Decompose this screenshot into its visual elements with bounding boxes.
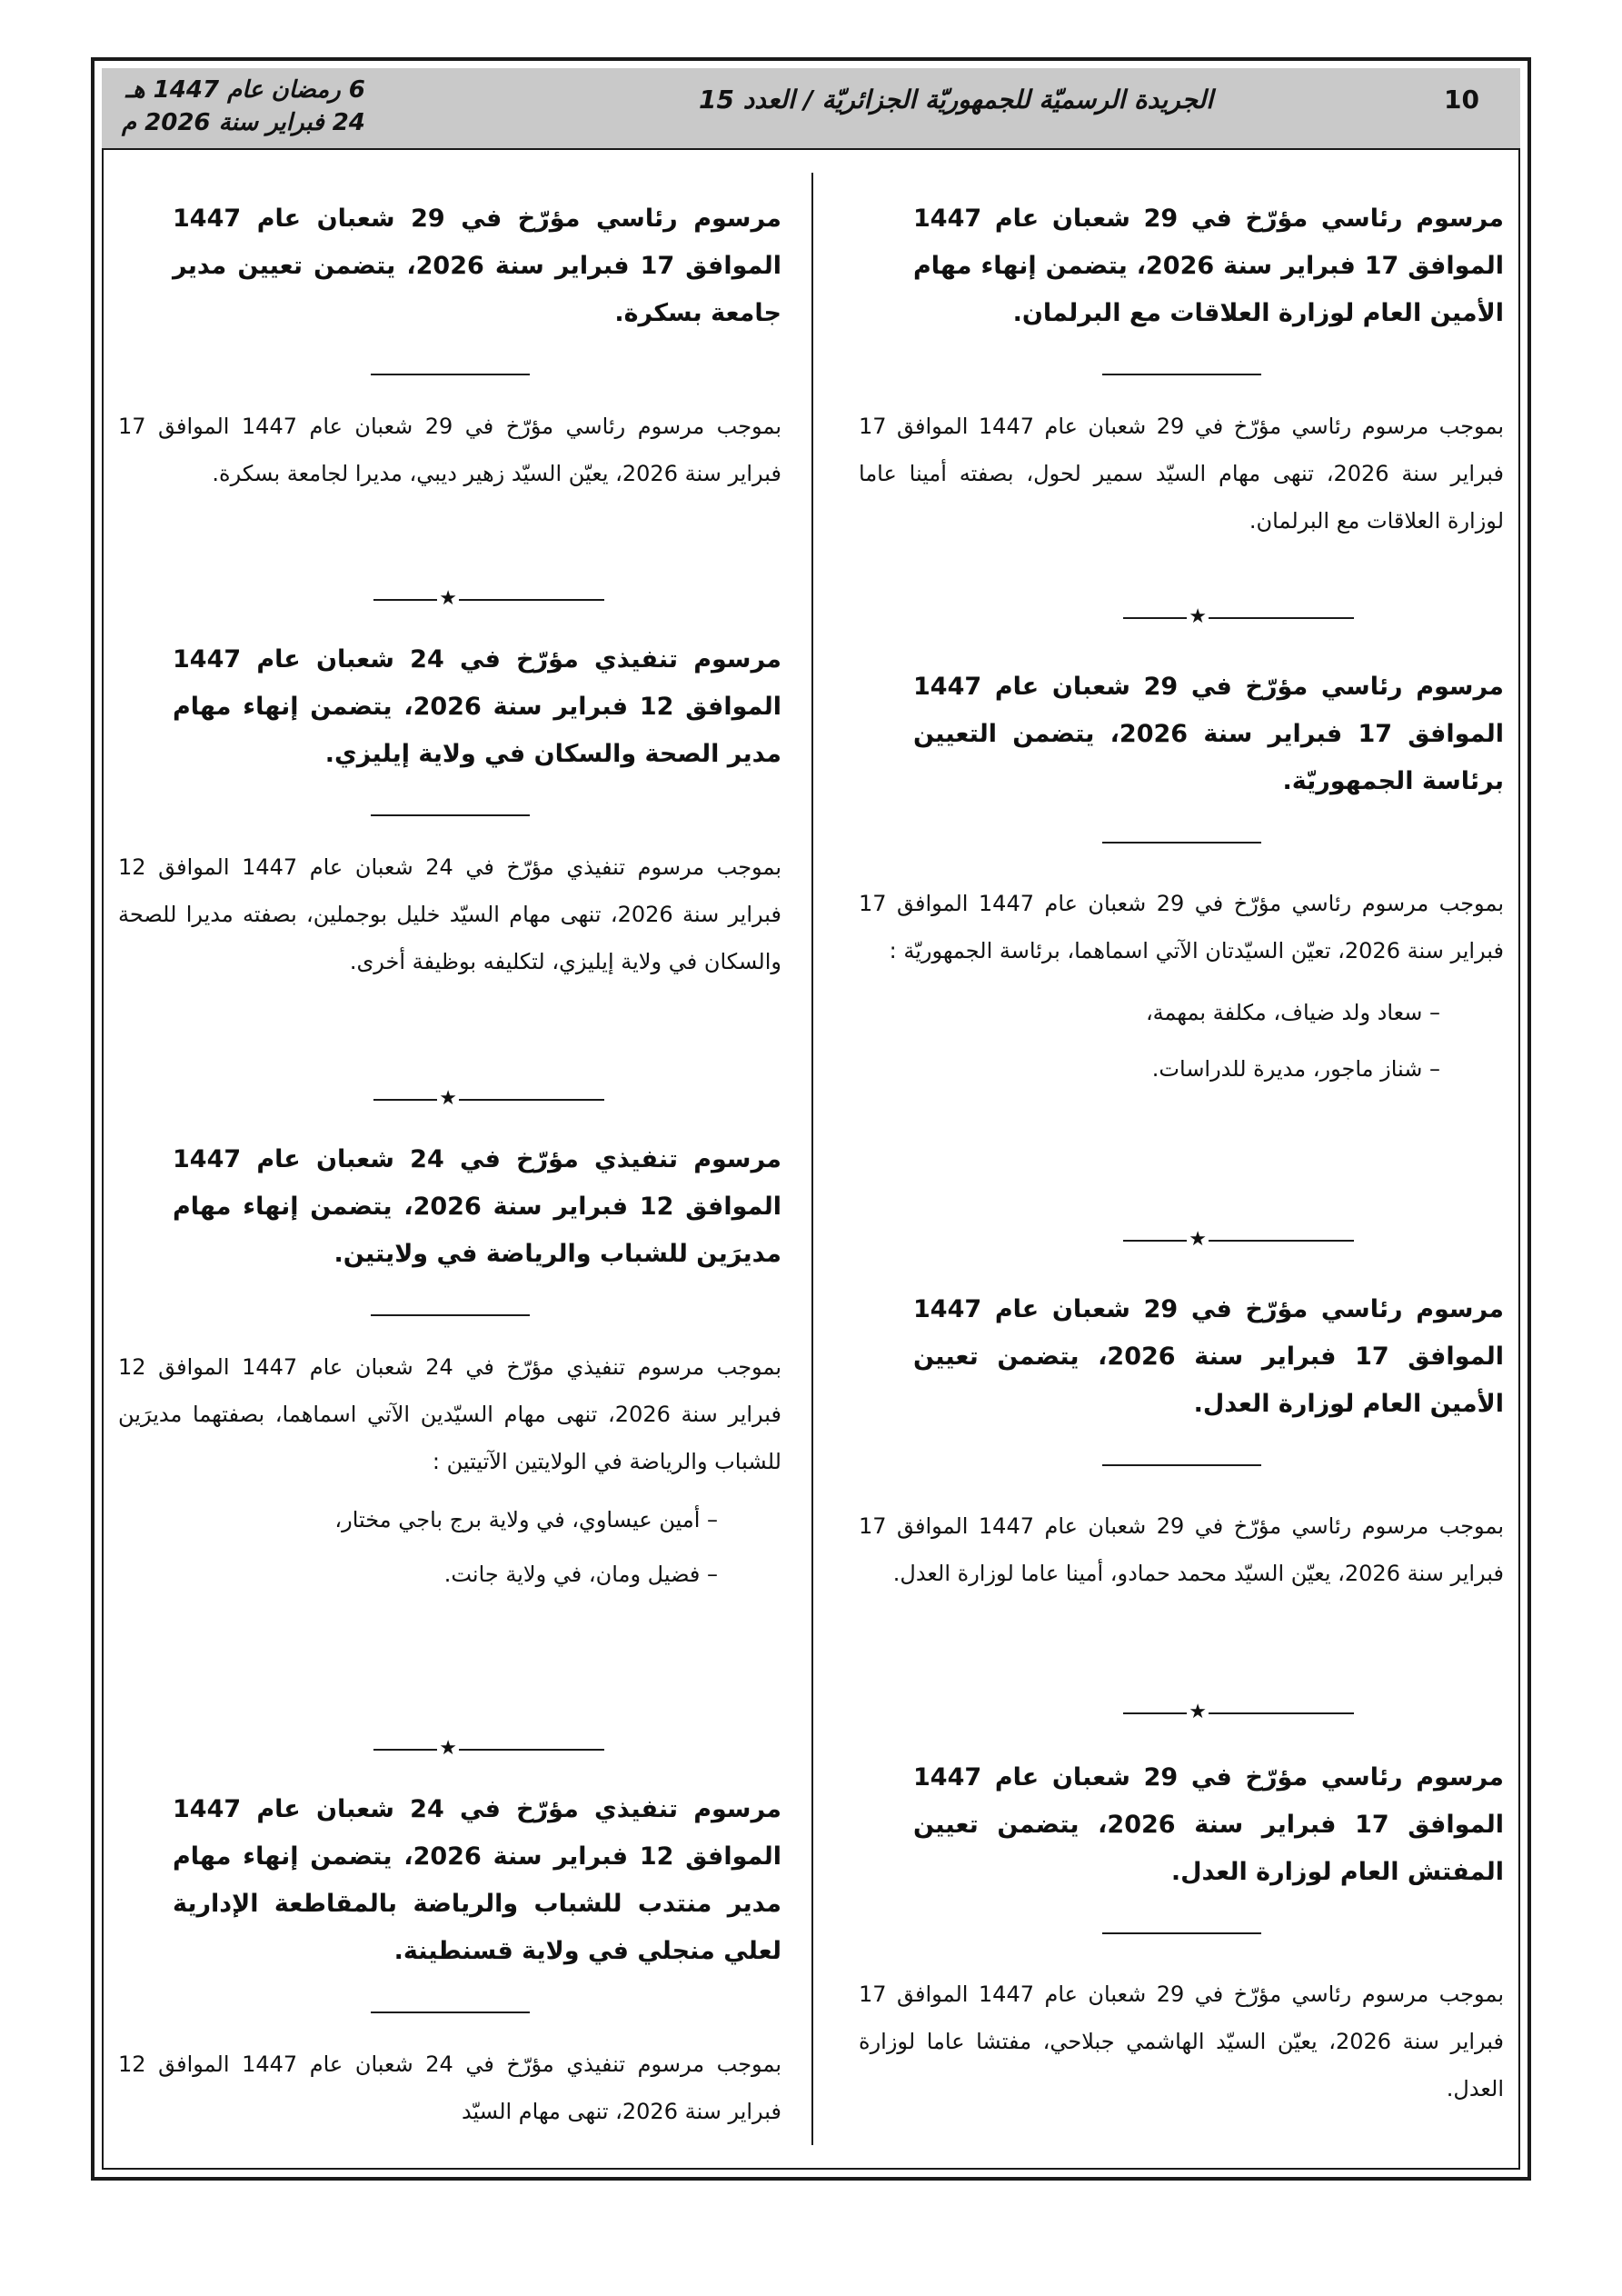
decree-body: بموجب مرسوم رئاسي مؤرّخ في 29 شعبان عام 1447 الموافق 17 فبراير سنة 2026، تعيّن السيّدتان الآتي اسماهما، برئاسة الجمهوريّة : xyxy=(859,891,1504,963)
decree-title: مرسوم تنفيذي مؤرّخ في 24 شعبان عام 1447 الموافق 12 فبراير سنة 2026، يتضمن إنهاء مهام مديرَين للشباب والرياضة في ولايتين. xyxy=(173,1145,782,1268)
title-separator xyxy=(371,814,530,816)
list-item: – سعاد ولد ضياف، مكلفة بمهمة، xyxy=(1145,1000,1440,1025)
star-icon: ★ xyxy=(439,1087,457,1110)
title-separator xyxy=(1102,374,1261,375)
star-icon: ★ xyxy=(439,1737,457,1760)
hijri-date: 6 رمضان عام 1447 هـ xyxy=(125,76,365,104)
list-item: – شناز ماجور، مديرة للدراسات. xyxy=(1151,1056,1440,1082)
decree-body: بموجب مرسوم تنفيذي مؤرّخ في 24 شعبان عام 1447 الموافق 12 فبراير سنة 2026، تنهى مهام السيّدين الآتي اسماهما، بصفتهما مديرَين للشباب والرياضة في الولايتين الآتيتين : xyxy=(118,1354,781,1474)
decree-body: بموجب مرسوم تنفيذي مؤرّخ في 24 شعبان عام 1447 الموافق 12 فبراير سنة 2026، تنهى مهام السيّد xyxy=(118,2051,781,2124)
decree-divider xyxy=(859,1227,1504,1254)
title-separator xyxy=(371,2011,530,2013)
decree-body: بموجب مرسوم رئاسي مؤرّخ في 29 شعبان عام 1447 الموافق 17 فبراير سنة 2026، يعيّن السيّد زهير ديبي، مديرا لجامعة بسكرة. xyxy=(118,414,781,486)
decree xyxy=(118,1786,781,2135)
decree-divider xyxy=(118,1086,781,1113)
decree-title: مرسوم تنفيذي مؤرّخ في 24 شعبان عام 1447 الموافق 12 فبراير سنة 2026، يتضمن إنهاء مهام مدير الصحة والسكان في ولاية إيليزي. xyxy=(173,645,782,768)
journal-title: الجريدة الرسميّة للجمهوريّة الجزائريّة / العدد 15 xyxy=(699,85,1213,115)
page-header xyxy=(102,68,1520,150)
star-icon: ★ xyxy=(1189,605,1207,628)
title-separator xyxy=(1102,1932,1261,1934)
gregorian-date: 24 فبراير سنة 2026 م xyxy=(122,109,365,136)
list-item: – أمين عيساوي، في ولاية برج باجي مختار، xyxy=(334,1507,718,1532)
decree xyxy=(859,1754,1504,2112)
issue-date xyxy=(122,74,365,139)
title-separator xyxy=(1102,842,1261,844)
title-separator xyxy=(371,374,530,375)
decree-divider xyxy=(118,586,781,614)
title-separator xyxy=(1102,1464,1261,1466)
decree xyxy=(859,664,1504,1093)
decree-title: مرسوم رئاسي مؤرّخ في 29 شعبان عام 1447 الموافق 17 فبراير سنة 2026، يتضمن التعيين برئاسة الجمهوريّة. xyxy=(913,673,1504,795)
decree-divider xyxy=(118,1736,781,1763)
decree-title: مرسوم رئاسي مؤرّخ في 29 شعبان عام 1447 الموافق 17 فبراير سنة 2026، يتضمن تعيين الأمين العام لوزارة العدل. xyxy=(913,1295,1504,1418)
decree-body: بموجب مرسوم رئاسي مؤرّخ في 29 شعبان عام 1447 الموافق 17 فبراير سنة 2026، يعيّن السيّد الهاشمي جبلاحي، مفتشا عاما لوزارة العدل. xyxy=(859,1982,1504,2101)
decree-body: بموجب مرسوم تنفيذي مؤرّخ في 24 شعبان عام 1447 الموافق 12 فبراير سنة 2026، تنهى مهام السيّد خليل بوجملين، بصفته مديرا للصحة والسكان في ولاية إيليزي، لتكليفه بوظيفة أخرى. xyxy=(118,854,781,974)
decree-body: بموجب مرسوم رئاسي مؤرّخ في 29 شعبان عام 1447 الموافق 17 فبراير سنة 2026، تنهى مهام السيّد سمير لحول، بصفته أمينا عاما لوزارة العلاقات مع البرلمان. xyxy=(859,414,1504,534)
page-number: 10 xyxy=(1444,85,1479,115)
decree-title: مرسوم رئاسي مؤرّخ في 29 شعبان عام 1447 الموافق 17 فبراير سنة 2026، يتضمن إنهاء مهام الأمين العام لوزارة العلاقات مع البرلمان. xyxy=(913,205,1505,327)
decree-body: بموجب مرسوم رئاسي مؤرّخ في 29 شعبان عام 1447 الموافق 17 فبراير سنة 2026، يعيّن السيّد محمد حمادو، أمينا عاما لوزارة العدل. xyxy=(859,1513,1504,1586)
star-icon: ★ xyxy=(1189,1701,1207,1723)
decree-divider xyxy=(859,604,1504,632)
decree xyxy=(859,1286,1504,1597)
title-separator xyxy=(371,1314,530,1316)
decree xyxy=(118,1136,781,1598)
list-item: – فضيل ومان، في ولاية جانت. xyxy=(443,1562,718,1587)
star-icon: ★ xyxy=(439,587,457,610)
decree-title: مرسوم تنفيذي مؤرّخ في 24 شعبان عام 1447 الموافق 12 فبراير سنة 2026، يتضمن إنهاء مهام مدير منتدب للشباب والرياضة بالمقاطعة الإدارية لعلي منجلي في ولاية قسنطينة. xyxy=(173,1795,782,1965)
column-divider xyxy=(811,173,813,2145)
decree xyxy=(118,195,781,497)
decree-divider xyxy=(859,1700,1504,1727)
decree-title: مرسوم رئاسي مؤرّخ في 29 شعبان عام 1447 الموافق 17 فبراير سنة 2026، يتضمن تعيين المفتش العام لوزارة العدل. xyxy=(913,1763,1504,1886)
decree xyxy=(118,636,781,985)
star-icon: ★ xyxy=(1189,1228,1207,1251)
decree-title: مرسوم رئاسي مؤرّخ في 29 شعبان عام 1447 الموافق 17 فبراير سنة 2026، يتضمن تعيين مدير جامعة بسكرة. xyxy=(173,205,782,327)
decree xyxy=(859,195,1504,544)
